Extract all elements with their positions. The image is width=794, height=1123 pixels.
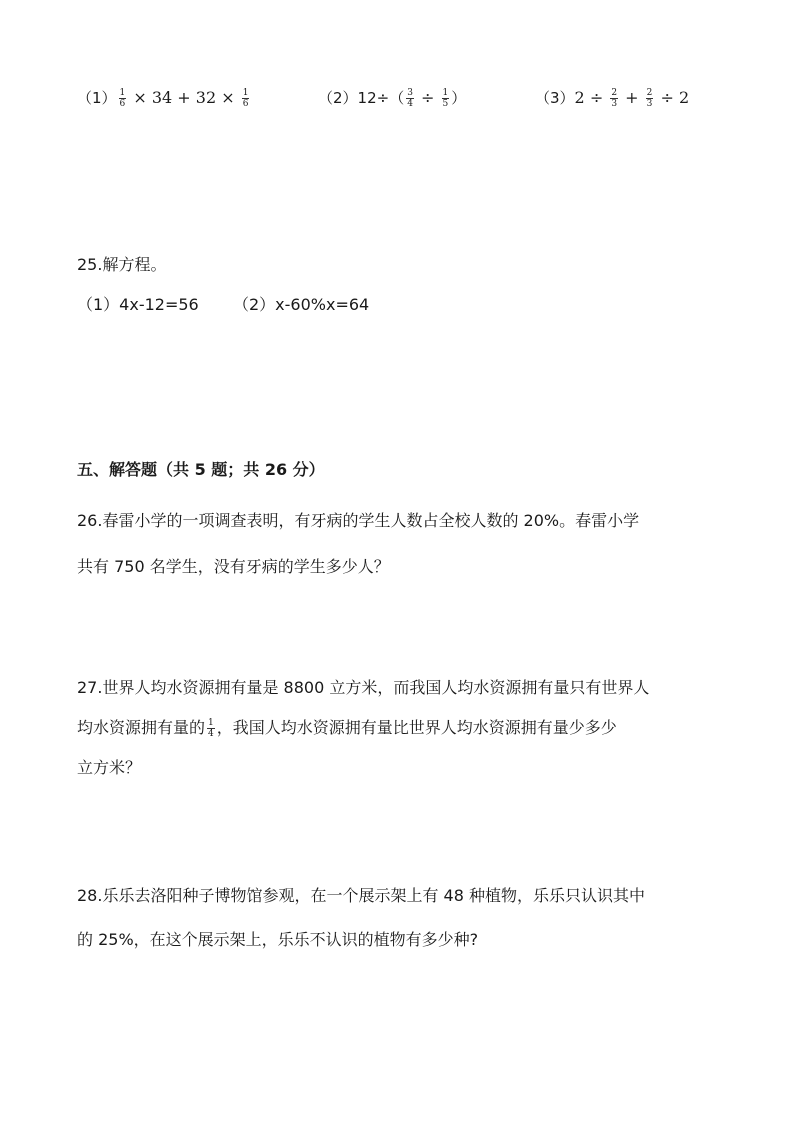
problem-label: （1） bbox=[77, 89, 117, 107]
expression-middle: × 34 + 32 × bbox=[128, 88, 240, 107]
section-heading: 五、解答题（共 5 题；共 26 分） bbox=[77, 460, 325, 479]
question-27 bbox=[77, 672, 727, 784]
fraction: $\frac{1}{6}$ bbox=[119, 88, 126, 109]
question-27-line-2-end: ，我国人均水资源拥有量比世界人均水资源拥有量少多少 bbox=[216, 718, 617, 737]
question-26 bbox=[77, 505, 727, 583]
fraction: $\frac{2}{3}$ bbox=[646, 88, 653, 109]
question-25-equation-1: （1）4x-12=56 bbox=[77, 295, 199, 314]
problem-label: （3） bbox=[535, 89, 575, 107]
question-27-line-1: 27.世界人均水资源拥有量是 8800 立方米，而我国人均水资源拥有量只有世界人 bbox=[77, 678, 650, 697]
problem-label: （2） bbox=[318, 89, 358, 107]
question-27-line-2-start: 均水资源拥有量的 bbox=[77, 718, 206, 737]
question-28-line-1: 28.乐乐去洛阳种子博物馆参观，在一个展示架上有 48 种植物，乐乐只认识其中 bbox=[77, 886, 645, 905]
calc-problem-3 bbox=[535, 88, 689, 109]
calc-problem-2 bbox=[318, 88, 466, 109]
question-26-line-1: 26.春雷小学的一项调查表明，有牙病的学生人数占全校人数的 20%。春雷小学 bbox=[77, 511, 640, 530]
fraction: $\frac{2}{3}$ bbox=[611, 88, 618, 109]
question-28 bbox=[77, 880, 727, 956]
expression-suffix: ） bbox=[451, 89, 467, 107]
question-25-equation-2: （2）x-60%x=64 bbox=[233, 295, 370, 314]
calc-problem-1 bbox=[77, 88, 251, 109]
fraction: $\frac{3}{4}$ bbox=[407, 88, 413, 109]
expression-prefix: 12÷（ bbox=[357, 89, 405, 107]
expression-middle: ÷ bbox=[415, 88, 440, 107]
expression-suffix: ÷ 2 bbox=[655, 88, 690, 107]
expression-middle: + bbox=[620, 88, 644, 107]
question-25-title: 25.解方程。 bbox=[77, 255, 167, 274]
question-27-line-3: 立方米？ bbox=[77, 758, 142, 777]
question-28-line-2: 的 25%，在这个展示架上，乐乐不认识的植物有多少种? bbox=[77, 930, 479, 949]
question-26-line-2: 共有 750 名学生，没有牙病的学生多少人？ bbox=[77, 557, 390, 576]
fraction: $\frac{1}{6}$ bbox=[242, 88, 249, 109]
fraction: $\frac{1}{5}$ bbox=[442, 88, 449, 109]
expression-prefix: 2 ÷ bbox=[574, 88, 609, 107]
fraction: $\frac{1}{4}$ bbox=[208, 718, 214, 739]
question-27-line-2 bbox=[77, 712, 727, 744]
